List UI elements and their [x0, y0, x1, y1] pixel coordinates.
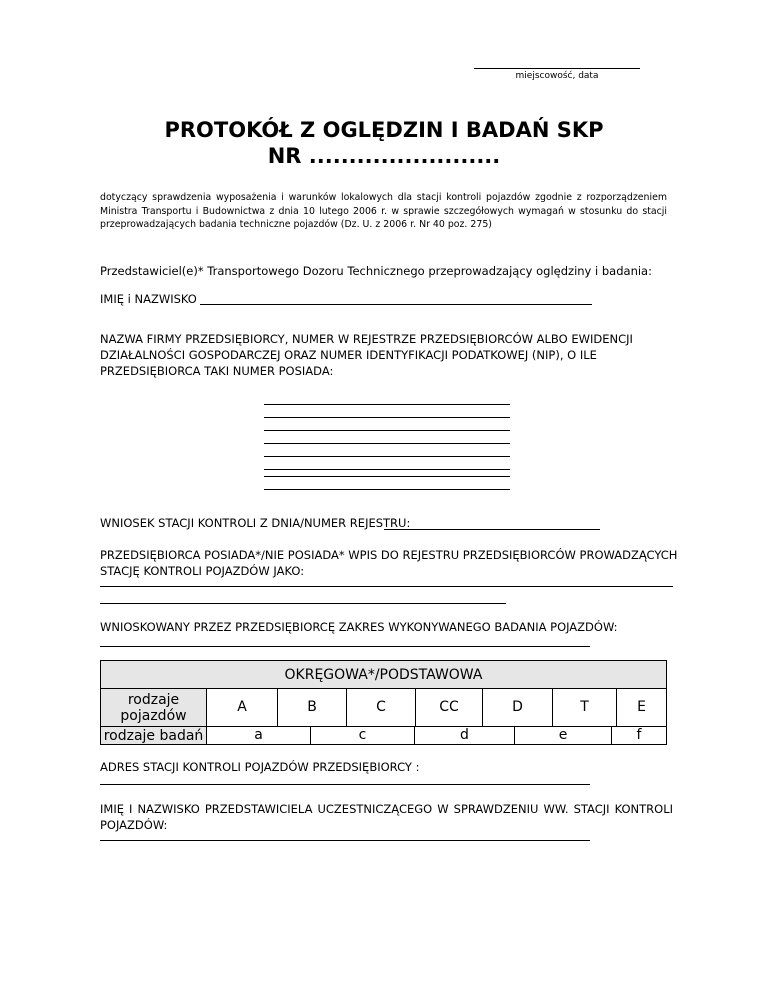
- vehicle-type-cell[interactable]: CC: [416, 689, 483, 726]
- company-line[interactable]: [264, 469, 510, 470]
- vehicle-type-cell[interactable]: C: [347, 689, 416, 726]
- vehicle-scope-table: [100, 660, 667, 745]
- company-label: NAZWA FIRMY PRZEDSIĘBIORCY, NUMER W REJESTRZE PRZEDSIĘBIORCÓW ALBO EWIDENCJI DZIAŁALNOŚCI GOSPODARCZEJ ORAZ NUMER IDENTYFIKACJI PODATKOWEJ (NIP), O ILE PRZEDSIĘBIORCA TAKI NUMER POSIADA:: [100, 332, 633, 378]
- registry-label: PRZEDSIĘBIORCA POSIADA*/NIE POSIADA* WPIS DO REJESTRU PRZEDSIĘBIORCÓW PROWADZĄCYCH STACJĘ KONTROLI POJAZDÓW JAKO:: [100, 548, 678, 578]
- representatives-label: Przedstawiciel(e)* Transportowego Dozoru Technicznego przeprowadzający oględziny i badania:: [100, 264, 652, 278]
- intro-paragraph: dotyczący sprawdzenia wyposażenia i warunków lokalowych dla stacji kontroli pojazdów zgodnie z rozporządzeniem Ministra Transportu i Budownictwa z dnia 10 lutego 2006 r. w sprawie szczegółowych wymagań w stosunku do stacji przeprowadzających badania techniczne pojazdów (Dz. U. z 2006 r. Nr 40 poz. 275): [100, 192, 667, 230]
- vehicle-type-cell[interactable]: B: [278, 689, 347, 726]
- registry-field-2[interactable]: [100, 603, 506, 604]
- vehicle-type-cell[interactable]: D: [483, 689, 553, 726]
- name-field[interactable]: [200, 304, 592, 305]
- company-line[interactable]: [264, 489, 510, 490]
- company-line[interactable]: [264, 417, 510, 418]
- address-field[interactable]: [100, 784, 590, 785]
- company-line[interactable]: [264, 404, 510, 405]
- title-line-2: NR ........................: [267, 144, 501, 168]
- table-header: OKRĘGOWA*/PODSTAWOWA: [101, 661, 667, 689]
- participant-label: IMIĘ I NAZWISKO PRZEDSTAWICIELA UCZESTNICZĄCEGO W SPRAWDZENIU WW. STACJI KONTROLI POJAZDÓW:: [100, 802, 673, 832]
- vehicle-type-cell[interactable]: T: [553, 689, 617, 726]
- place-date-line[interactable]: [474, 68, 640, 69]
- test-type-cell[interactable]: e: [515, 727, 612, 744]
- company-line[interactable]: [264, 476, 510, 477]
- registry-field[interactable]: [100, 586, 673, 587]
- scope-label: WNIOSKOWANY PRZEZ PRZEDSIĘBIORCĘ ZAKRES WYKONYWANEGO BADANIA POJAZDÓW:: [100, 620, 618, 634]
- test-type-cell[interactable]: f: [636, 727, 642, 743]
- company-line[interactable]: [264, 430, 510, 431]
- company-line[interactable]: [264, 443, 510, 444]
- vehicle-type-cell[interactable]: A: [207, 689, 278, 726]
- vehicle-type-cell[interactable]: E: [637, 699, 646, 715]
- document-title: [0, 117, 768, 169]
- application-label: WNIOSEK STACJI KONTROLI Z DNIA/NUMER REJESTRU:: [100, 516, 411, 530]
- test-type-cell[interactable]: a: [207, 727, 311, 744]
- application-field[interactable]: [384, 529, 600, 530]
- test-type-cell[interactable]: d: [415, 727, 515, 744]
- test-type-cell[interactable]: c: [311, 727, 415, 744]
- vehicle-types-row: [207, 689, 667, 727]
- test-types-row: [207, 727, 667, 745]
- scope-field[interactable]: [100, 646, 590, 647]
- company-line[interactable]: [264, 456, 510, 457]
- address-label: ADRES STACJI KONTROLI POJAZDÓW PRZEDSIĘBIORCY :: [100, 760, 420, 774]
- test-types-label: rodzaje badań: [101, 727, 207, 745]
- vehicle-types-label: rodzaje pojazdów: [101, 689, 207, 727]
- place-date-label: miejscowość, data: [515, 71, 599, 81]
- name-label: IMIĘ i NAZWISKO: [100, 292, 197, 306]
- title-line-1: PROTOKÓŁ Z OGLĘDZIN I BADAŃ SKP: [164, 118, 604, 142]
- participant-field[interactable]: [100, 840, 590, 841]
